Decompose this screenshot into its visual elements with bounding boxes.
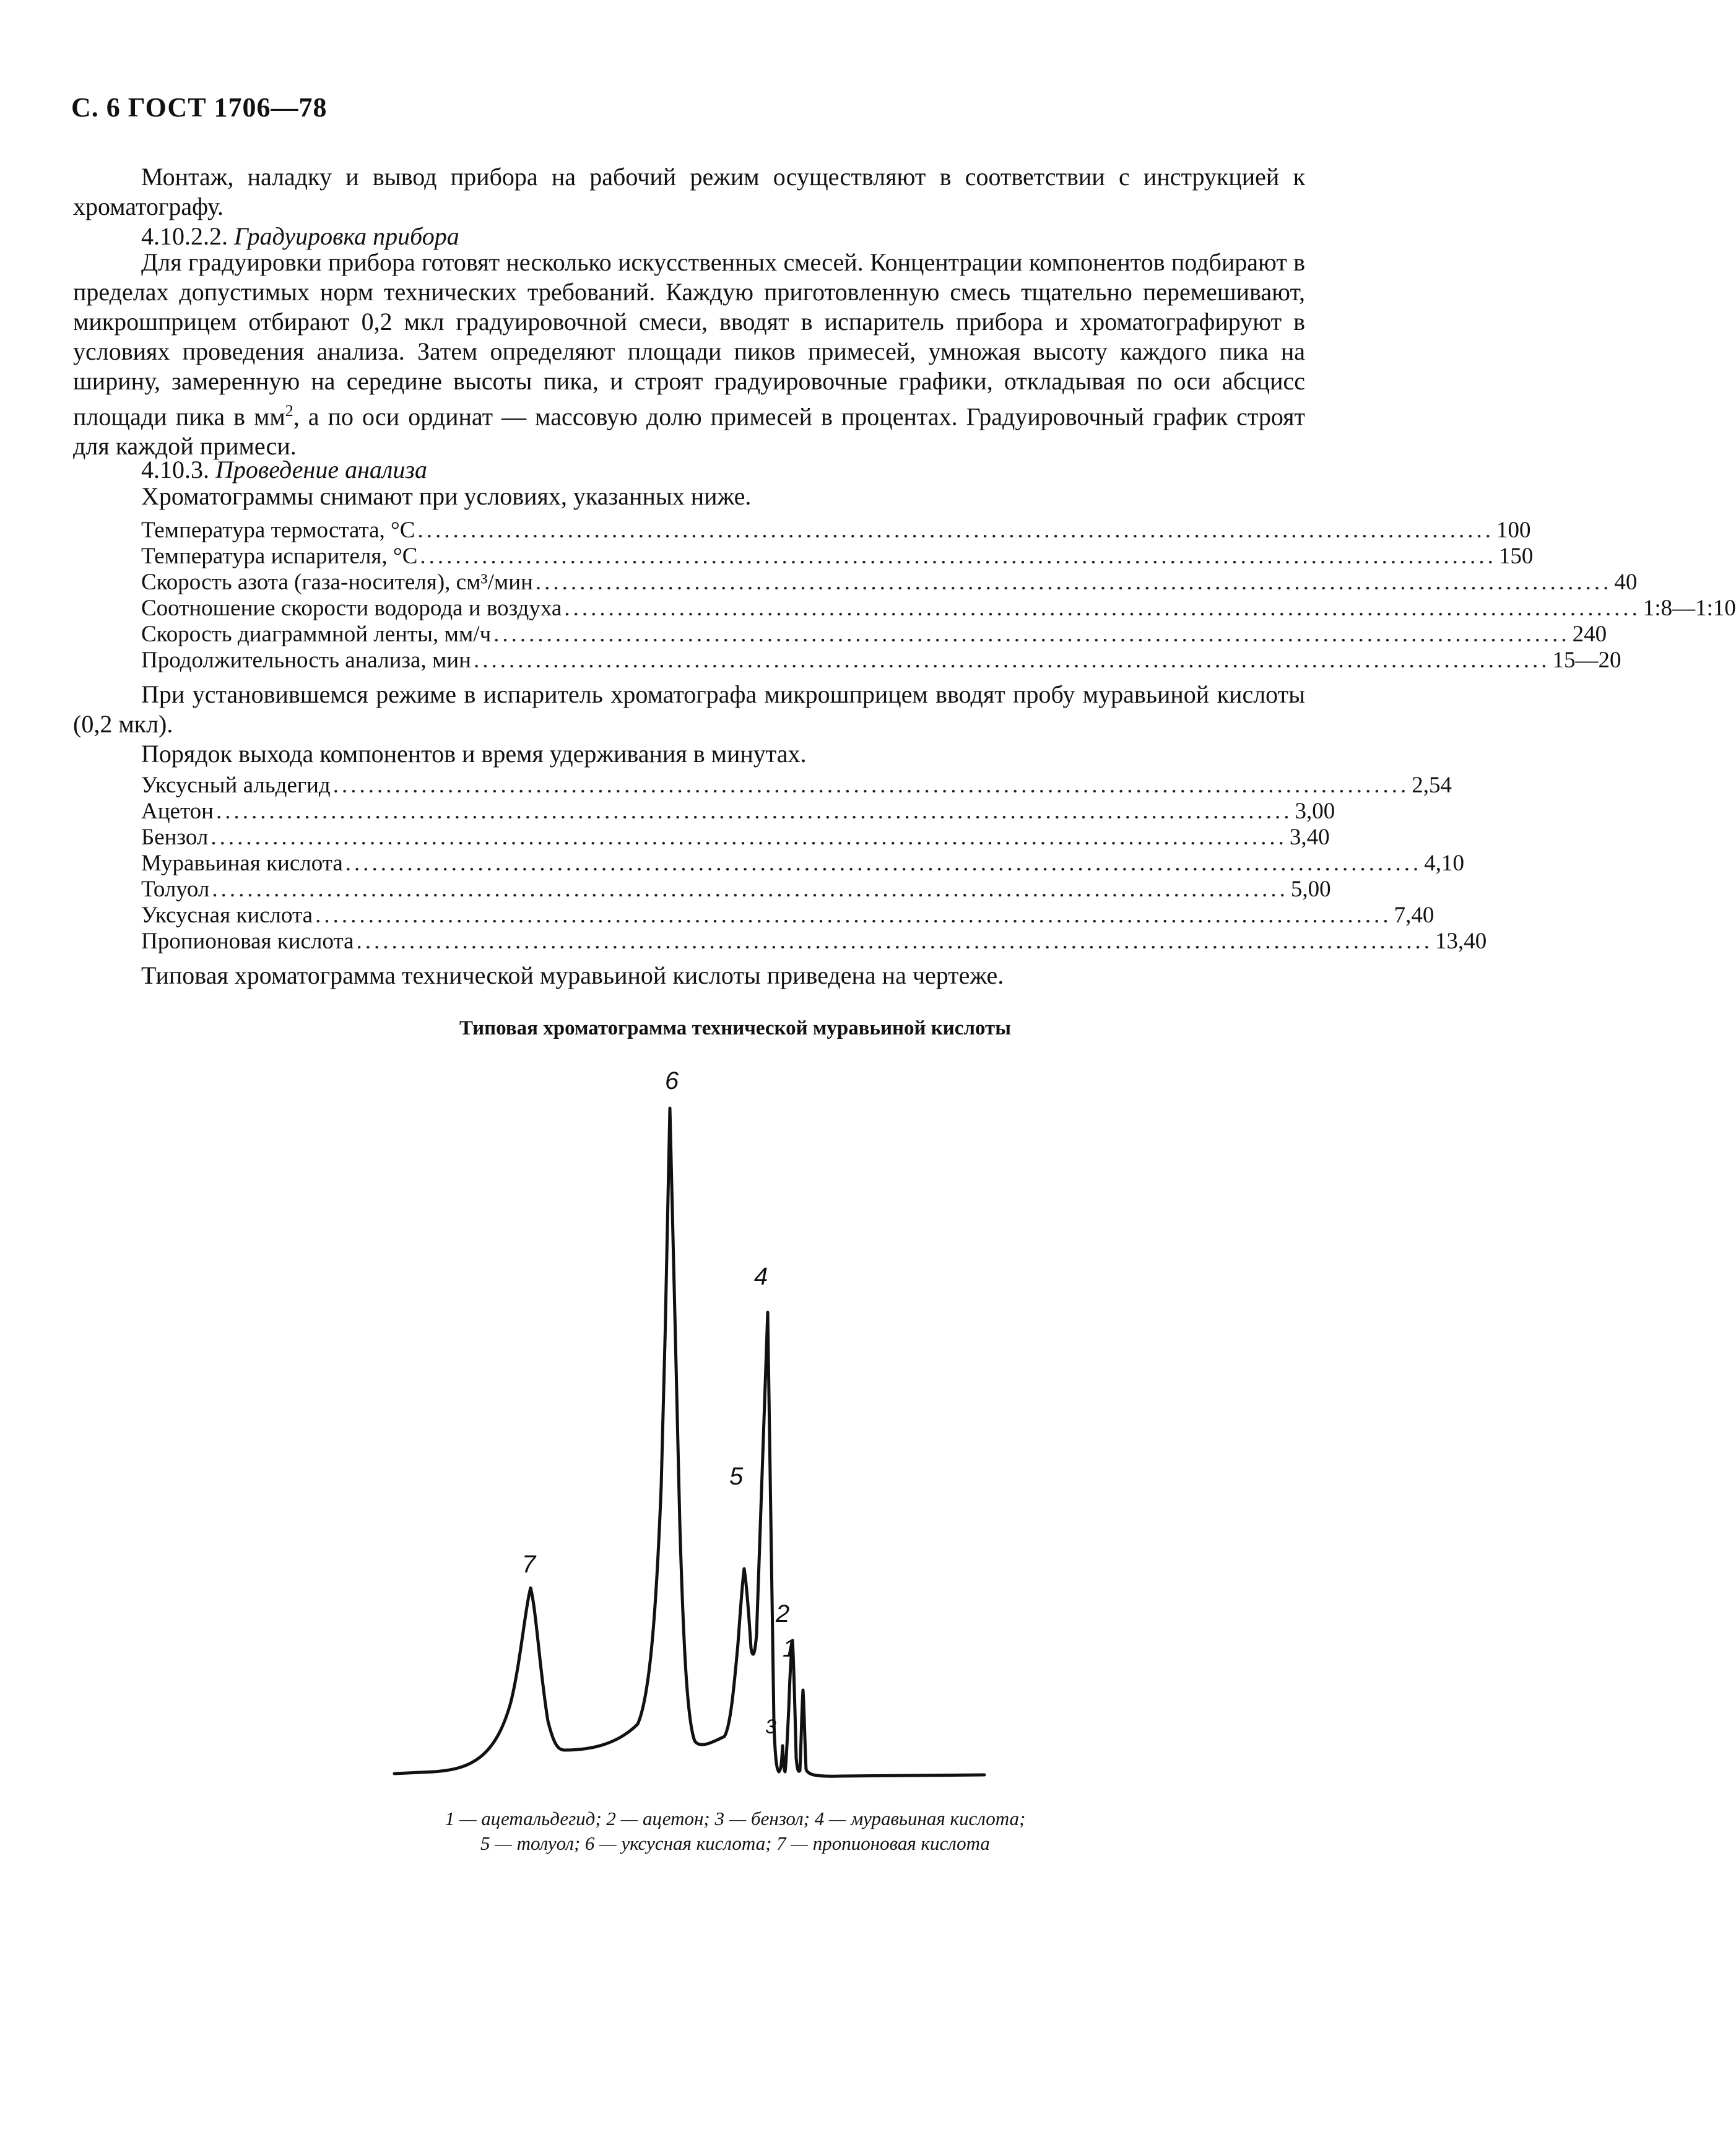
- condition-label: Продолжительность анализа, мин: [141, 648, 471, 673]
- retention-row: [141, 929, 1487, 955]
- condition-row: [141, 596, 1736, 622]
- chromatogram-trace: [394, 1108, 984, 1776]
- component-label: Уксусная кислота: [141, 903, 313, 928]
- retention-row: [141, 851, 1465, 877]
- condition-row: [141, 648, 1621, 674]
- retention-value: 13,40: [1435, 929, 1487, 954]
- leader-dots: ..........................................................................................................................: [210, 825, 1287, 850]
- conditions-intro: Хроматограммы снимают при условиях, указанных ниже.: [141, 482, 752, 510]
- leader-dots: ..........................................................................................................................: [417, 518, 1494, 543]
- condition-value: 40: [1614, 570, 1638, 595]
- peak-label-1: 1: [783, 1635, 797, 1662]
- retention-value: 7,40: [1394, 903, 1434, 928]
- component-label: Муравьиная кислота: [141, 851, 343, 876]
- section-heading-analysis: [141, 455, 427, 485]
- retention-value: 5,00: [1290, 877, 1331, 902]
- retention-value: 3,00: [1295, 799, 1335, 824]
- leader-dots: ..........................................................................................................................: [535, 570, 1612, 595]
- calibration-text-end: , а по оси ординат — массовую долю примесей в процентах. Градуировочный график строят для каждой примеси.: [73, 402, 1305, 461]
- paragraph-installation: Монтаж, наладку и вывод прибора на рабочий режим осуществляют в соответствии с инструкцией к хроматографу.: [73, 163, 1305, 220]
- leader-dots: ..........................................................................................................................: [332, 773, 1410, 798]
- condition-row: [141, 622, 1607, 648]
- figure-title: Типовая хроматограмма технической муравьиной кислоты: [459, 1017, 1012, 1039]
- condition-label: Скорость диаграммной ленты, мм/ч: [141, 622, 492, 647]
- leader-dots: ..........................................................................................................................: [215, 799, 1293, 824]
- peak-label-3: 3: [765, 1715, 776, 1738]
- condition-label: Температура испарителя, °С: [141, 544, 418, 569]
- leader-dots: ..........................................................................................................................: [356, 929, 1433, 954]
- peak-label-4: 4: [754, 1263, 768, 1290]
- section-number: 4.10.2.2.: [141, 222, 228, 250]
- retention-row: [141, 825, 1330, 851]
- section-heading-calibration: [141, 222, 459, 251]
- section-number: 4.10.3.: [141, 456, 209, 483]
- peak-label-6: 6: [665, 1067, 679, 1095]
- leader-dots: ..........................................................................................................................: [345, 851, 1422, 876]
- paragraph-injection: При установившемся режиме в испаритель хроматографа микрошприцем вводят пробу муравьиной кислоты (0,2 мкл).: [73, 680, 1305, 738]
- peak-label-7: 7: [522, 1551, 536, 1578]
- condition-label: Соотношение скорости водорода и воздуха: [141, 596, 562, 621]
- peak-label-5: 5: [729, 1463, 744, 1490]
- retention-row: [141, 903, 1434, 929]
- figure-caption-line-1: 1 — ацетальдегид; 2 — ацетон; 3 — бензол; 4 — муравьиная кислота;: [445, 1808, 1026, 1829]
- leader-dots: ..........................................................................................................................: [315, 903, 1392, 928]
- component-label: Уксусный альдегид: [141, 773, 331, 798]
- paragraph-calibration: [73, 248, 1305, 461]
- component-label: Пропионовая кислота: [141, 929, 354, 954]
- leader-dots: ..........................................................................................................................: [212, 877, 1288, 902]
- component-label: Бензол: [141, 825, 209, 850]
- condition-row: [141, 518, 1531, 544]
- peak-label-2: 2: [776, 1600, 790, 1628]
- leader-dots: ..........................................................................................................................: [420, 544, 1496, 569]
- retention-row: [141, 877, 1331, 903]
- retention-row: [141, 773, 1452, 799]
- figure-caption-line-2: 5 — толуол; 6 — уксусная кислота; 7 — пропионовая кислота: [480, 1832, 990, 1854]
- leader-dots: ..........................................................................................................................: [493, 622, 1570, 647]
- condition-row: [141, 570, 1638, 596]
- component-label: Ацетон: [141, 799, 214, 824]
- retention-value: 3,40: [1289, 825, 1330, 850]
- condition-value: 150: [1498, 544, 1534, 569]
- retention-row: [141, 799, 1335, 825]
- section-title: Градуировка прибора: [234, 222, 459, 250]
- condition-row: [141, 544, 1534, 570]
- condition-value: 100: [1496, 518, 1531, 543]
- retention-value: 4,10: [1424, 851, 1465, 876]
- component-label: Толуол: [141, 877, 210, 902]
- page-header: С. 6 ГОСТ 1706—78: [71, 92, 328, 123]
- calibration-text: Для градуировки прибора готовят несколько искусственных смесей. Концентрации компонентов подбирают в пределах допустимых норм технических требований. Каждую приготовленную смесь тщательно перемешивают, микрошприцем отбирают 0,2 мкл градуировочной смеси, вводят в испаритель прибора и хроматографируют в условиях проведения анализа. Затем определяют площади пиков примесей, умножая высоту каждого пика на ширину, замеренную на середине высоты пика, и строят градуировочные графики, откладывая по оси абсцисс площади пика в мм: [73, 248, 1305, 431]
- order-intro: Порядок выхода компонентов и время удерживания в минутах.: [141, 740, 807, 768]
- section-title: Проведение анализа: [215, 456, 427, 483]
- leader-dots: ..........................................................................................................................: [473, 648, 1550, 673]
- condition-value: 240: [1572, 622, 1607, 647]
- figure-reference: Типовая хроматограмма технической муравьиной кислоты приведена на чертеже.: [141, 961, 1004, 989]
- condition-label: Температура термостата, °С: [141, 518, 415, 543]
- condition-value: 1:8—1:10: [1643, 596, 1736, 621]
- leader-dots: ..........................................................................................................................: [564, 596, 1641, 621]
- retention-value: 2,54: [1412, 773, 1452, 798]
- condition-label: Скорость азота (газа-носителя), см³/мин: [141, 570, 533, 595]
- condition-value: 15—20: [1552, 648, 1621, 673]
- superscript: 2: [285, 402, 293, 420]
- chromatogram-figure: [0, 1052, 1470, 1808]
